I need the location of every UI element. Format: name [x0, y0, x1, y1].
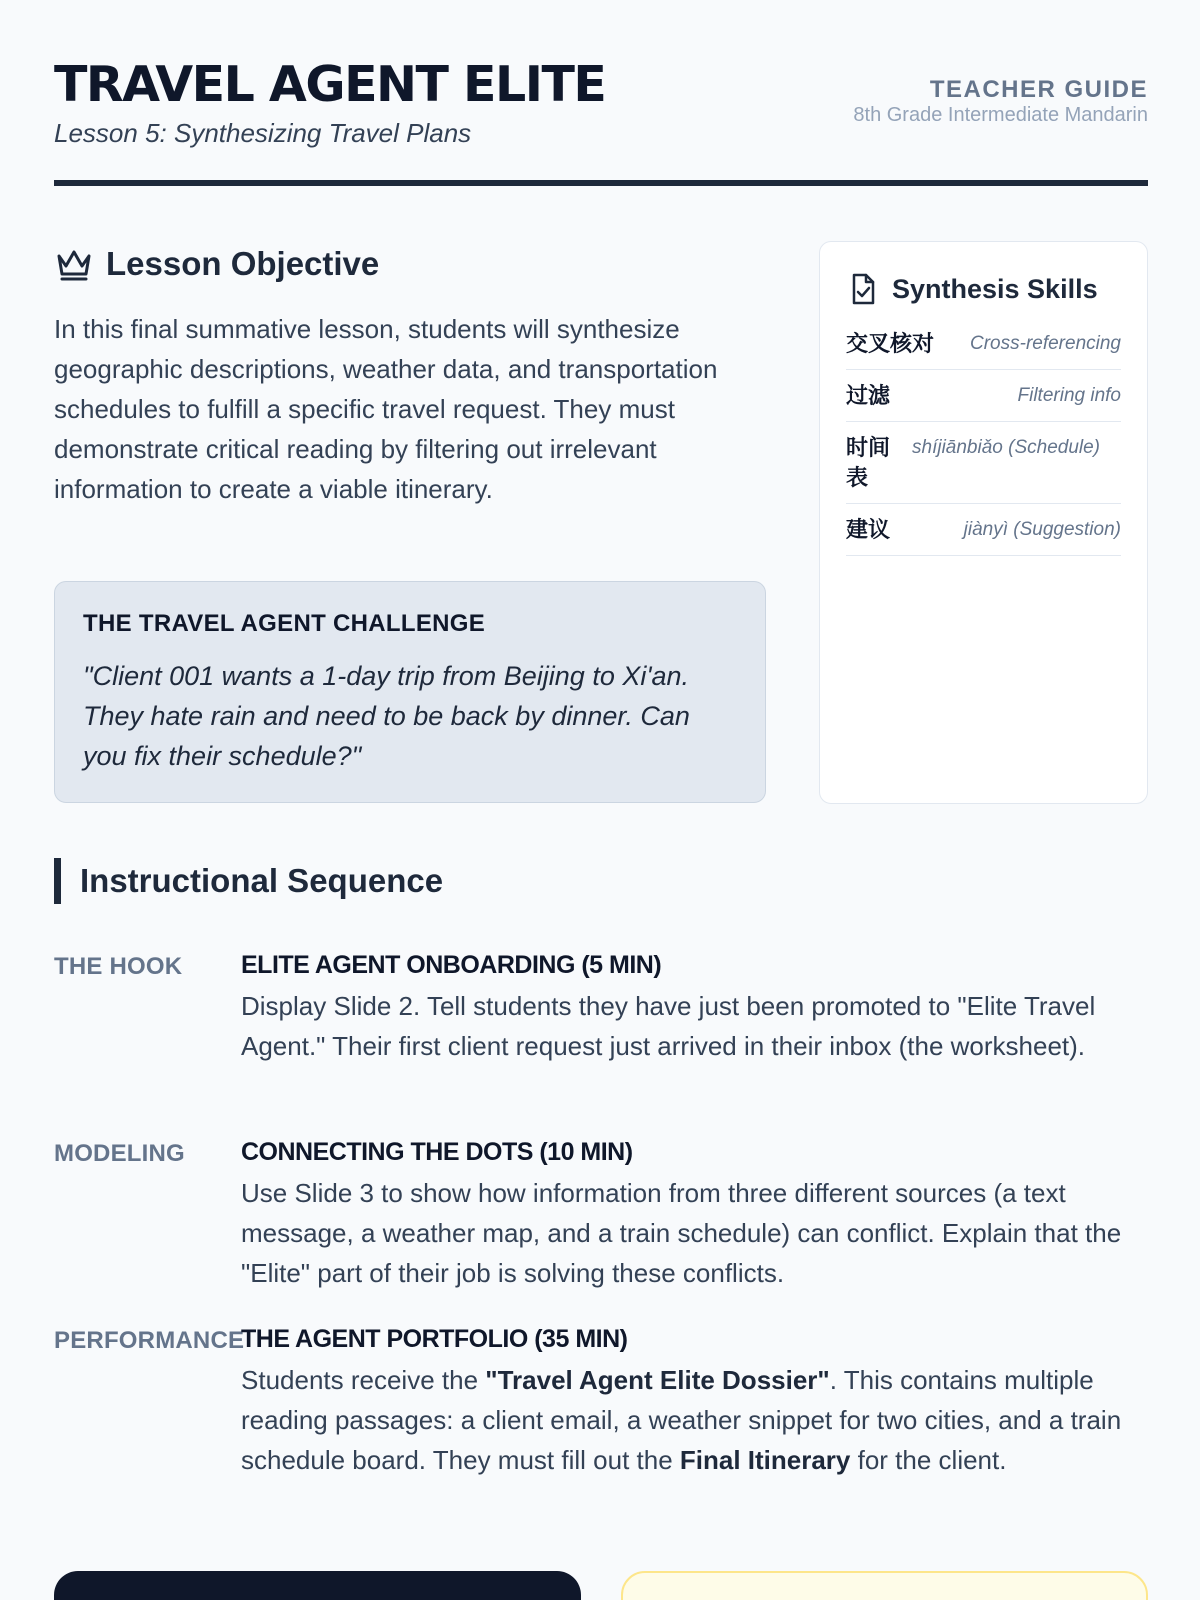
step-body — [241, 950, 1141, 1066]
step-tag: PERFORMANCE — [54, 1327, 245, 1354]
instructional-sequence-heading — [54, 858, 443, 904]
challenge-quote: "Client 001 wants a 1-day trip from Beijing to Xi'an. They hate rain and need to be back by dinner. Can you fix their schedule?" — [83, 661, 690, 771]
challenge-title: THE TRAVEL AGENT CHALLENGE — [83, 610, 486, 637]
page-header — [54, 56, 1148, 186]
step-heading: CONNECTING THE DOTS (10 MIN) — [241, 1138, 633, 1166]
step-heading: THE AGENT PORTFOLIO (35 MIN) — [241, 1325, 628, 1353]
travel-agent-challenge-box — [54, 581, 766, 803]
dark-info-card — [54, 1571, 581, 1600]
skill-row — [846, 422, 1121, 504]
step-heading: ELITE AGENT ONBOARDING (5 MIN) — [241, 951, 662, 979]
objective-text: In this final summative lesson, students will synthesize geographic descriptions, weather data, and transportation schedules to fulfill a specific travel request. They must demonstrate critical reading by filtering out irrelevant information to create a viable itinerary. — [54, 314, 718, 504]
skill-term-zh: 时间表 — [846, 436, 891, 491]
final-itinerary-label: Final Itinerary — [679, 1445, 851, 1475]
objective-title: Lesson Objective — [106, 245, 380, 282]
dossier-name: "Travel Agent Elite Dossier" — [485, 1365, 830, 1395]
skills-heading — [846, 270, 1121, 308]
highlight-note-card — [621, 1571, 1148, 1600]
teacher-guide-label: TEACHER GUIDE — [929, 76, 1148, 103]
skill-row — [846, 370, 1121, 422]
grade-level-label: 8th Grade Intermediate Mandarin — [853, 104, 1148, 126]
lesson-objective-section — [54, 244, 766, 509]
skill-term-en: jiànyì (Suggestion) — [963, 519, 1121, 540]
crown-icon — [54, 244, 94, 284]
step-text-part: for the client. — [850, 1445, 1007, 1475]
step-body — [241, 1137, 1141, 1293]
header-divider — [54, 180, 1148, 186]
skills-title: Synthesis Skills — [892, 273, 1098, 304]
step-text — [241, 1360, 1141, 1480]
lesson-page — [54, 0, 1148, 1600]
step-text-part: Students receive the — [241, 1365, 486, 1395]
step-text-part: . This contains multiple reading passages: a client email, a weather snippet for two cities, and a train schedule board. They must fill out the — [241, 1365, 1122, 1475]
step-tag: THE HOOK — [54, 953, 183, 980]
skill-row — [846, 322, 1121, 370]
step-body — [241, 1324, 1141, 1480]
skill-term-zh: 过滤 — [846, 384, 891, 409]
skill-term-en: Filtering info — [1017, 385, 1121, 406]
page-title: TRAVEL AGENT ELITE — [54, 56, 606, 113]
skill-row — [846, 504, 1121, 556]
step-tag: MODELING — [54, 1140, 185, 1167]
section-accent-bar — [54, 858, 61, 904]
step-text: Use Slide 3 to show how information from three different sources (a text message, a weather map, and a train schedule) can conflict. Explain that the "Elite" part of their job is solving these conflicts. — [241, 1178, 1122, 1288]
skill-term-zh: 交叉核对 — [846, 332, 935, 357]
sequence-title: Instructional Sequence — [80, 862, 444, 899]
skills-list — [846, 322, 1121, 556]
skill-term-en: shíjiānbiǎo (Schedule) — [912, 437, 1101, 458]
synthesis-skills-card — [819, 241, 1148, 804]
skill-term-zh: 建议 — [846, 518, 891, 543]
step-text: Display Slide 2. Tell students they have just been promoted to "Elite Travel Agent." Their first client request just arrived in their inbox (the worksheet). — [241, 991, 1096, 1061]
objective-heading — [54, 244, 766, 284]
skill-term-en: Cross-referencing — [970, 333, 1121, 354]
document-check-icon — [846, 272, 880, 306]
lesson-subtitle: Lesson 5: Synthesizing Travel Plans — [54, 118, 472, 148]
